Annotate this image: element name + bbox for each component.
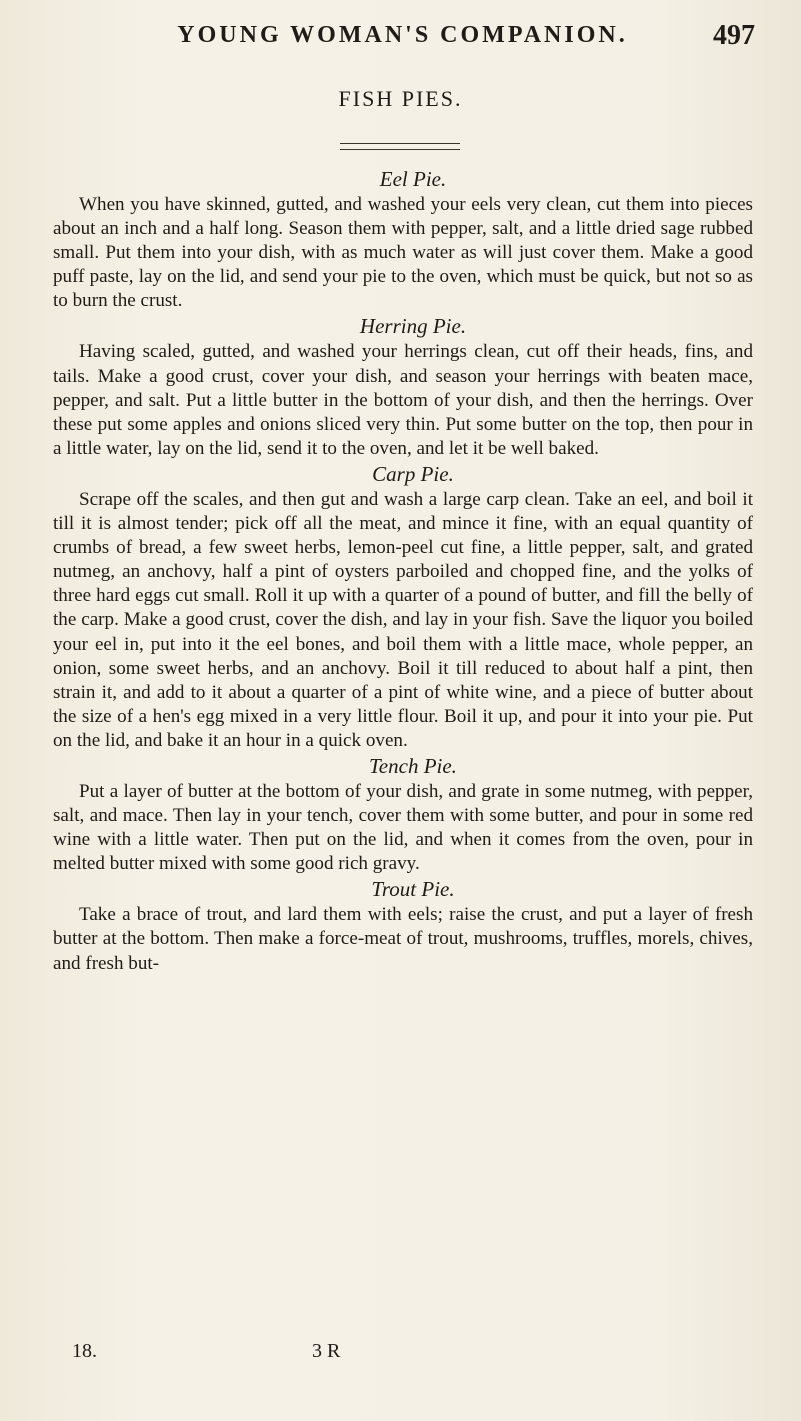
recipe-title: Eel Pie. (379, 167, 447, 191)
signature-number: 18. (72, 1340, 97, 1362)
running-title: YOUNG WOMAN'S COMPANION. (177, 22, 628, 48)
recipe-eel-pie (53, 166, 753, 313)
recipe-body: When you have skinned, gutted, and washed your eels very clean, cut them into pieces about an inch and a half long. Season them with pepper, salt, and a little dried sage rubbed small. Put them into your dish, with as much water as will just cover them. Make a good puff paste, lay on the lid, and send your pie to the oven, which must be quick, but not so as to burn the crust. (53, 194, 753, 312)
recipe-herring-pie (53, 313, 753, 460)
recipe-body: Scrape off the scales, and then gut and wash a large carp clean. Take an eel, and boil it till it is almost tender; pick off all the meat, and mince it fine, with an equal quantity of crumbs of bread, a few sweet herbs, lemon-peel cut fine, a little pepper, salt, and grated nutmeg, an anchovy, half a pint of oysters parboiled and chopped fine, and the yolks of three hard eggs cut small. Roll it up with a quarter of a pound of butter, and fill the belly of the carp. Make a good crust, cover the dish, and lay in your fish. Save the liquor you boiled your eel in, put into it the eel bones, and boil them with a little mace, whole pepper, an onion, some sweet herbs, and an anchovy. Boil it till reduced to about half a pint, then strain it, and add to it about a quarter of a pint of white wine, and a piece of butter about the size of a hen's egg mixed in a very little flour. Boil it up, and pour it into your pie. Put on the lid, and bake it an hour in a quick oven. (53, 488, 753, 751)
recipe-list (53, 166, 753, 976)
recipe-carp-pie (53, 461, 753, 753)
recipe-trout-pie (53, 876, 753, 975)
recipe-title: Carp Pie. (372, 461, 454, 486)
page-number: 497 (713, 20, 755, 51)
section-title: FISH PIES. (338, 86, 463, 111)
recipe-title: Herring Pie. (359, 314, 467, 339)
recipe-title: Trout Pie. (371, 877, 455, 902)
recipe-body: Take a brace of trout, and lard them with eels; raise the crust, and put a layer of fresh butter at the bottom. Then make a force-meat of trout, mushrooms, truffles, morels, chives, and fresh but- (53, 904, 753, 974)
sheet-mark: 3 R (312, 1340, 341, 1362)
recipe-body: Having scaled, gutted, and washed your herrings clean, cut off their heads, fins, and tails. Make a good crust, cover your dish, and season your herrings with beaten mace, pepper, and salt. Put a little butter in the bottom of your dish, and then the herrings. Over these put some apples and onions sliced very thin. Put some butter on the top, then pour in a little water, lay on the lid, send it to the oven, and let it be well baked. (53, 341, 753, 459)
page-footer (72, 1340, 732, 1370)
recipe-tench-pie (53, 753, 753, 876)
double-rule-top (340, 143, 460, 144)
double-rule-bottom (340, 149, 460, 150)
recipe-body: Put a layer of butter at the bottom of your dish, and grate in some nutmeg, with pepper, salt, and mace. Then lay in your tench, cover them with some butter, and pour in some red wine with a little water. Then put on the lid, and when it comes from the oven, pour in melted butter mixed with some good rich gravy. (53, 780, 753, 875)
running-head (50, 20, 755, 56)
recipe-title: Tench Pie. (369, 753, 457, 778)
